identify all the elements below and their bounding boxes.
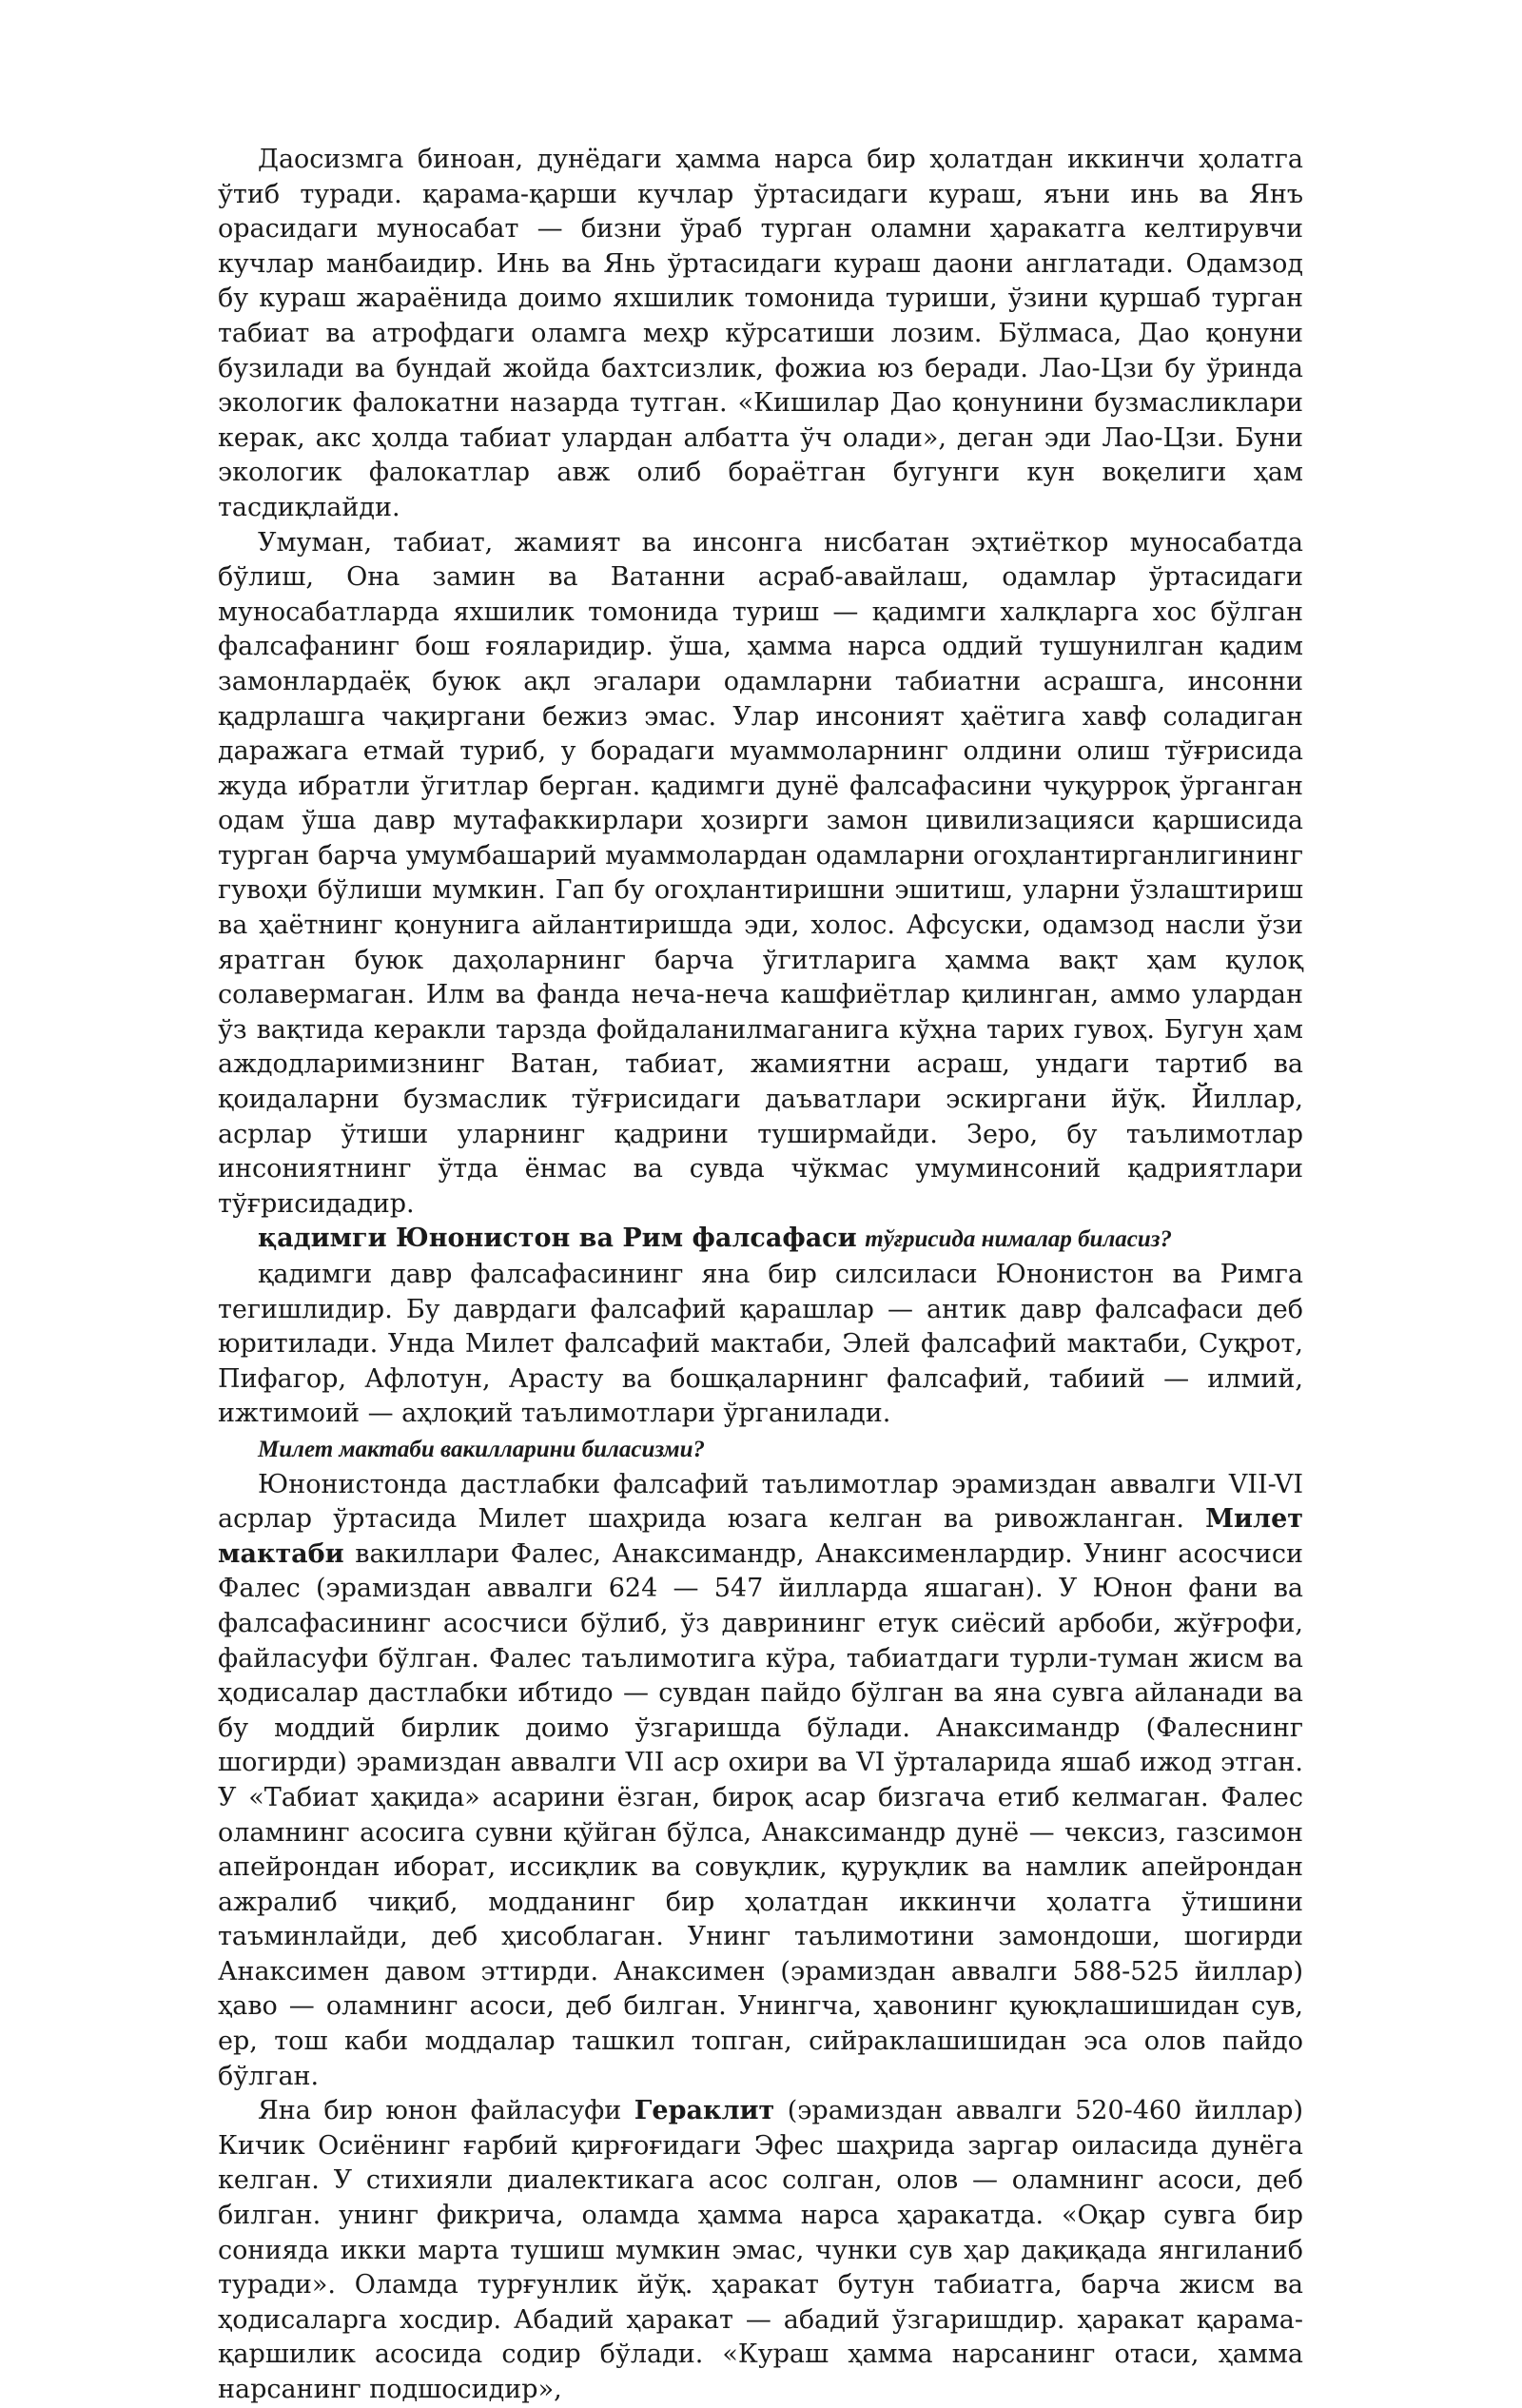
question-miletus xyxy=(218,1432,1303,1468)
document-page xyxy=(218,143,1303,2408)
question-greece-rome-tail: тўғрисида нималар биласиз? xyxy=(865,1226,1173,1253)
paragraph-heraclitus-part-b: (эрамиздан аввалги 520-460 йиллар) Кичик Осиёнинг ғарбий қирғоғидаги Эфес шаҳрида заргар оиласида дунёга келган. У стихияли диалектикага асос солган, олов — оламнинг асоси, деб билган. унинг фикрича, оламда ҳамма нарса ҳаракатда. «Оқар сувга бир сонияда икки марта тушиш мумкин эмас, чунки сув ҳар дақиқада янгиланиб туради». Оламда турғунлик йўқ. ҳаракат бутун табиатга, барча жисм ва ҳодисаларга хосдир. Абадий ҳаракат — абадий ўзгаришдир. ҳаракат қарама-қаршилик асосида содир бўлади. «Кураш ҳамма нарсанинг отаси, ҳамма нарсанинг подшосидир», xyxy=(218,2096,1303,2404)
paragraph-heraclitus xyxy=(218,2094,1303,2407)
question-greece-rome-main: қадимги Юнонистон ва Рим фалсафаси xyxy=(258,1224,857,1254)
paragraph-daoism: Даосизмга биноан, дунёдаги ҳамма нарса бир ҳолатдан иккинчи ҳолатга ўтиб туради. қарама-қарши кучлар ўртасидаги кураш, яъни инь ва Янъ орасидаги муносабат — бизни ўраб турган оламни ҳаракатга келтирувчи кучлар манбаидир. Инь ва Янь ўртасидаги кураш даони англатади. Одамзод бу кураш жараёнида доимо яхшилик томонида туриши, ўзини қуршаб турган табиат ва атрофдаги оламга меҳр кўрсатиши лозим. Бўлмаса, Дао қонуни бузилади ва бундай жойда бахтсизлик, фожиа юз беради. Лао-Цзи бу ўринда экологик фалокатни назарда тутган. «Кишилар Дао қонунини бузмасликлари керак, акс ҳолда табиат улардан албатта ўч олади», деган эди Лао-Цзи. Буни экологик фалокатлар авж олиб бораётган бугунги кун воқелиги ҳам тасдиқлайди. xyxy=(218,145,1303,522)
paragraph-miletus-bold: Милет мактаби xyxy=(218,1504,1303,1569)
paragraph-heraclitus-part-a: Яна бир юнон файласуфи xyxy=(258,2096,634,2126)
paragraph-nature-society: Умуман, табиат, жамият ва инсонга нисбатан эҳтиёткор муносабатда бўлиш, Она замин ва Ватанни асраб-авайлаш, одамлар ўртасидаги муносабатларда яхшилик томонида туриш — қадимги халқларга хос бўлган фалсафанинг бош ғояларидир. ўша, ҳамма нарса оддий тушунилган қадим замонлардаёқ буюк ақл эгалари одамларни табиатни асрашга, инсонни қадрлашга чақиргани бежиз эмас. Улар инсоният ҳаётига хавф соладиган даражага етмай туриб, у борадаги муаммоларнинг олдини олиш тўғрисида жуда ибратли ўгитлар берган. қадимги дунё фалсафасини чуқурроқ ўрганган одам ўша давр мутафаккирлари ҳозирги замон цивилизацияси қаршисида турган барча умумбашарий муаммолардан одамларни огоҳлантирганлигининг гувоҳи бўлиши мумкин. Гап бу огоҳлантиришни эшитиш, уларни ўзлаштириш ва ҳаётнинг қонунига айлантиришда эди, холос. Афсуски, одамзод насли ўзи яратган буюк даҳоларнинг барча ўгитларига ҳамма вақт ҳам қулоқ солавермаган. Илм ва фанда неча-неча кашфиётлар қилинган, аммо улардан ўз вақтида керакли тарзда фойдаланилмаганига кўҳна тарих гувоҳ. Бугун ҳам аждодларимизнинг Ватан, табиат, жамиятни асраш, ундаги тартиб ва қоидаларни бузмаслик тўғрисидаги даъватлари эскиргани йўқ. Йиллар, асрлар ўтиши уларнинг қадрини туширмайди. Зеро, бу таълимотлар инсониятнинг ўтда ёнмас ва сувда чўкмас умуминсоний қадриятлари тўғрисидадир. xyxy=(218,527,1303,1219)
paragraph-heraclitus-bold: Гераклит xyxy=(634,2096,775,2126)
question-greece-rome xyxy=(218,1222,1303,1258)
paragraph-miletus-school xyxy=(218,1468,1303,2095)
paragraph-miletus-part-a: Юнонистонда дастлабки фалсафий таълимотлар эрамиздан аввалги VII-VI асрлар ўртасида Милет шаҳрида юзага келган ва ривожланган. xyxy=(218,1469,1303,1535)
paragraph-antique-philosophy: қадимги давр фалсафасининг яна бир силсиласи Юнонистон ва Римга тегишлидир. Бу даврдаги фалсафий қарашлар — антик давр фалсафаси деб юритилади. Унда Милет фалсафий мактаби, Элей фалсафий мактаби, Суқрот, Пифагор, Афлотун, Арасту ва бошқаларнинг фалсафий, табиий — илмий, ижтимоий — аҳлоқий таълимотлари ўрганилади. xyxy=(218,1260,1303,1429)
question-miletus-text: Милет мактаби вакилларини биласизми? xyxy=(258,1436,706,1462)
paragraph-miletus-part-b: вакиллари Фалес, Анаксимандр, Анаксименлардир. Унинг асосчиси Фалес (эрамиздан аввалги 624 — 547 йилларда яшаган). У Юнон фани ва фалсафасининг асосчиси бўлиб, ўз даврининг етук сиёсий арбоби, жўғрофи, файласуфи бўлган. Фалес таълимотига кўра, табиатдаги турли-туман жисм ва ҳодисалар дастлабки ибтидо — сувдан пайдо бўлган ва яна сувга айланади ва бу моддий бирлик доимо ўзгаришда бўлади. Анаксимандр (Фалеснинг шогирди) эрамиздан аввалги VII аср охири ва VI ўрталарида яшаб ижод этган. У «Табиат ҳақида» асарини ёзган, бироқ асар бизгача етиб келмаган. Фалес оламнинг асосига сувни қўйган бўлса, Анаксимандр дунё — чексиз, газсимон апейрондан иборат, иссиқлик ва совуқлик, қуруқлик ва намлик апейрондан ажралиб чиқиб, модданинг бир ҳолатдан иккинчи ҳолатга ўтишини таъминлайди, деб ҳисоблаган. Унинг таълимотини замондоши, шогирди Анаксимен давом эттирди. Анаксимен (эрамиздан аввалги 588-525 йиллар) ҳаво — оламнинг асоси, деб билган. Унингча, ҳавонинг қуюқлашишидан сув, ер, тош каби моддалар ташкил топган, сийраклашишидан эса олов пайдо бўлган. xyxy=(218,1538,1303,2091)
